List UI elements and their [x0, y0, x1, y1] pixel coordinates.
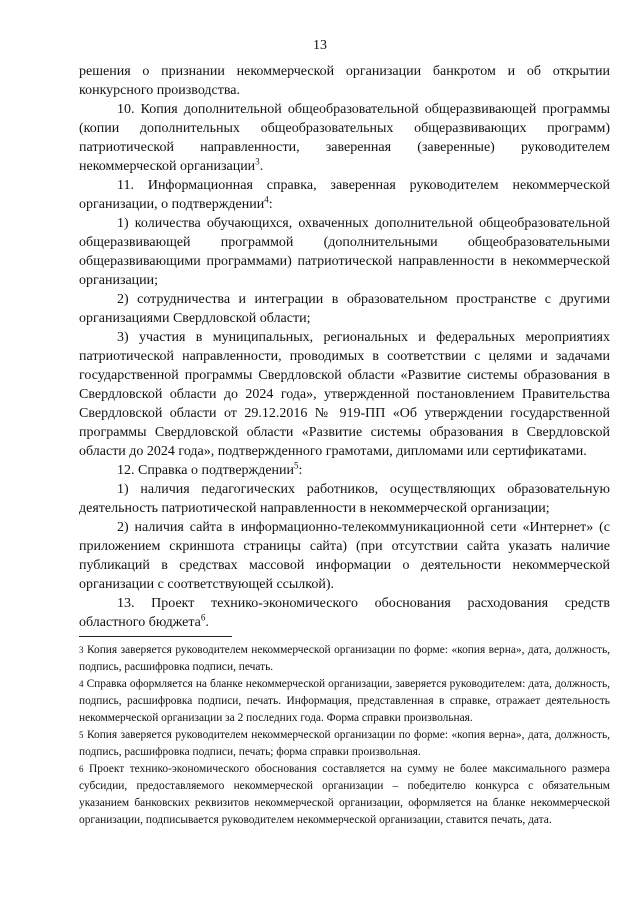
- footnote-separator: [79, 636, 232, 637]
- footnote-ref-4: 4: [264, 194, 269, 205]
- item-13-end: .: [205, 615, 209, 630]
- paragraph-item-12: [79, 461, 610, 480]
- paragraph-item-11: [79, 176, 610, 214]
- paragraph-item-10: [79, 100, 610, 176]
- paragraph-item-13: [79, 594, 610, 632]
- item-10-end: .: [259, 159, 264, 174]
- footnote-ref-5: 5: [294, 460, 299, 471]
- item-12-end: :: [298, 463, 303, 478]
- footnote-text: Копия заверяется руководителем некоммерческой организации по форме: «копия верна», дата, должность, подпись, расшифровка подписи, печать.: [79, 644, 610, 673]
- paragraph-continuation: решения о признании некоммерческой организации банкротом и об открытии конкурсного производства.: [79, 64, 610, 98]
- subitem-11-1: 1) количества обучающихся, охваченных дополнительной общеобразовательной общеразвивающей программой (дополнительными общеобразовательными общеразвивающими программами) патриотической направленности в некоммерческой организации;: [79, 216, 610, 288]
- item-10-text: 10. Копия дополнительной общеобразовательной общеразвивающей программы (копии дополнительных общеобразовательных общеразвивающих программ) патриотической направленности, заверенная (заверенные) руководителем некоммерческой организации: [79, 102, 610, 174]
- page-number: 13: [313, 38, 327, 53]
- footnote-number: 3: [79, 645, 84, 655]
- subitem-12-2: 2) наличия сайта в информационно-телекоммуникационной сети «Интернет» (с приложением скриншота страницы сайта) (при отсутствии сайта указать наличие публикаций в средствах массовой информации о деятельности некоммерческой организации с соответствующей ссылкой).: [79, 520, 610, 592]
- footnote-text: Справка оформляется на бланке некоммерческой организации, заверяется руководителем: дата, должность, подпись, расшифровка подписи, печать. Информация, представленная в справке, отражает деятельность некоммерческой организации за 2 последних года. Форма справки произвольная.: [79, 678, 610, 724]
- footnote-3: [79, 642, 610, 676]
- footnote-number: 6: [79, 764, 84, 774]
- subitem-11-3: 3) участия в муниципальных, региональных и федеральных мероприятиях патриотической направленности, проводимых в соответствии с целями и задачами государственной программы Свердловской области «Развитие системы образования в Свердловской области до 2024 года», утвержденной постановлением Правительства Свердловской области от 29.12.2016 № 919-ПП «Об утверждении государственной программы Свердловской области «Развитие системы образования в Свердловской области до 2024 года», подтвержденного грамотами, дипломами или сертификатами.: [79, 330, 610, 459]
- footnote-text: Копия заверяется руководителем некоммерческой организации по форме: «копия верна», дата, должность, подпись, расшифровка подписи, печать; форма справки произвольная.: [79, 729, 610, 758]
- item-11-text: 11. Информационная справка, заверенная руководителем некоммерческой организации, о подтверждении: [79, 178, 610, 212]
- footnote-number: 5: [79, 730, 84, 740]
- footnote-ref-3: 3: [255, 156, 260, 167]
- item-12-text: 12. Справка о подтверждении: [117, 463, 295, 478]
- footnote-number: 4: [79, 679, 84, 689]
- footnote-5: [79, 727, 610, 761]
- document-body: [79, 62, 610, 632]
- item-11-end: :: [268, 197, 273, 212]
- footnote-6: [79, 761, 610, 829]
- footnote-4: [79, 676, 610, 727]
- item-13-text: 13. Проект технико-экономического обоснования расходования средств областного бюджета: [79, 596, 610, 630]
- subitem-12-1: 1) наличия педагогических работников, осуществляющих образовательную деятельность патриотической направленности в некоммерческой организации;: [79, 482, 610, 516]
- footnote-ref-6: 6: [200, 612, 206, 623]
- footnote-text: Проект технико-экономического обоснования составляется на сумму не более максимального размера субсидии, предоставляемого некоммерческой организации – победителю конкурса с обязательным указанием банковских реквизитов некоммерческой организации, оформляется на бланке некоммерческой организации, подписывается руководителем некоммерческой организации, ставится печать, дата.: [79, 763, 610, 826]
- footnotes: [79, 642, 610, 829]
- subitem-11-2: 2) сотрудничества и интеграции в образовательном пространстве с другими организациями Свердловской области;: [79, 292, 610, 326]
